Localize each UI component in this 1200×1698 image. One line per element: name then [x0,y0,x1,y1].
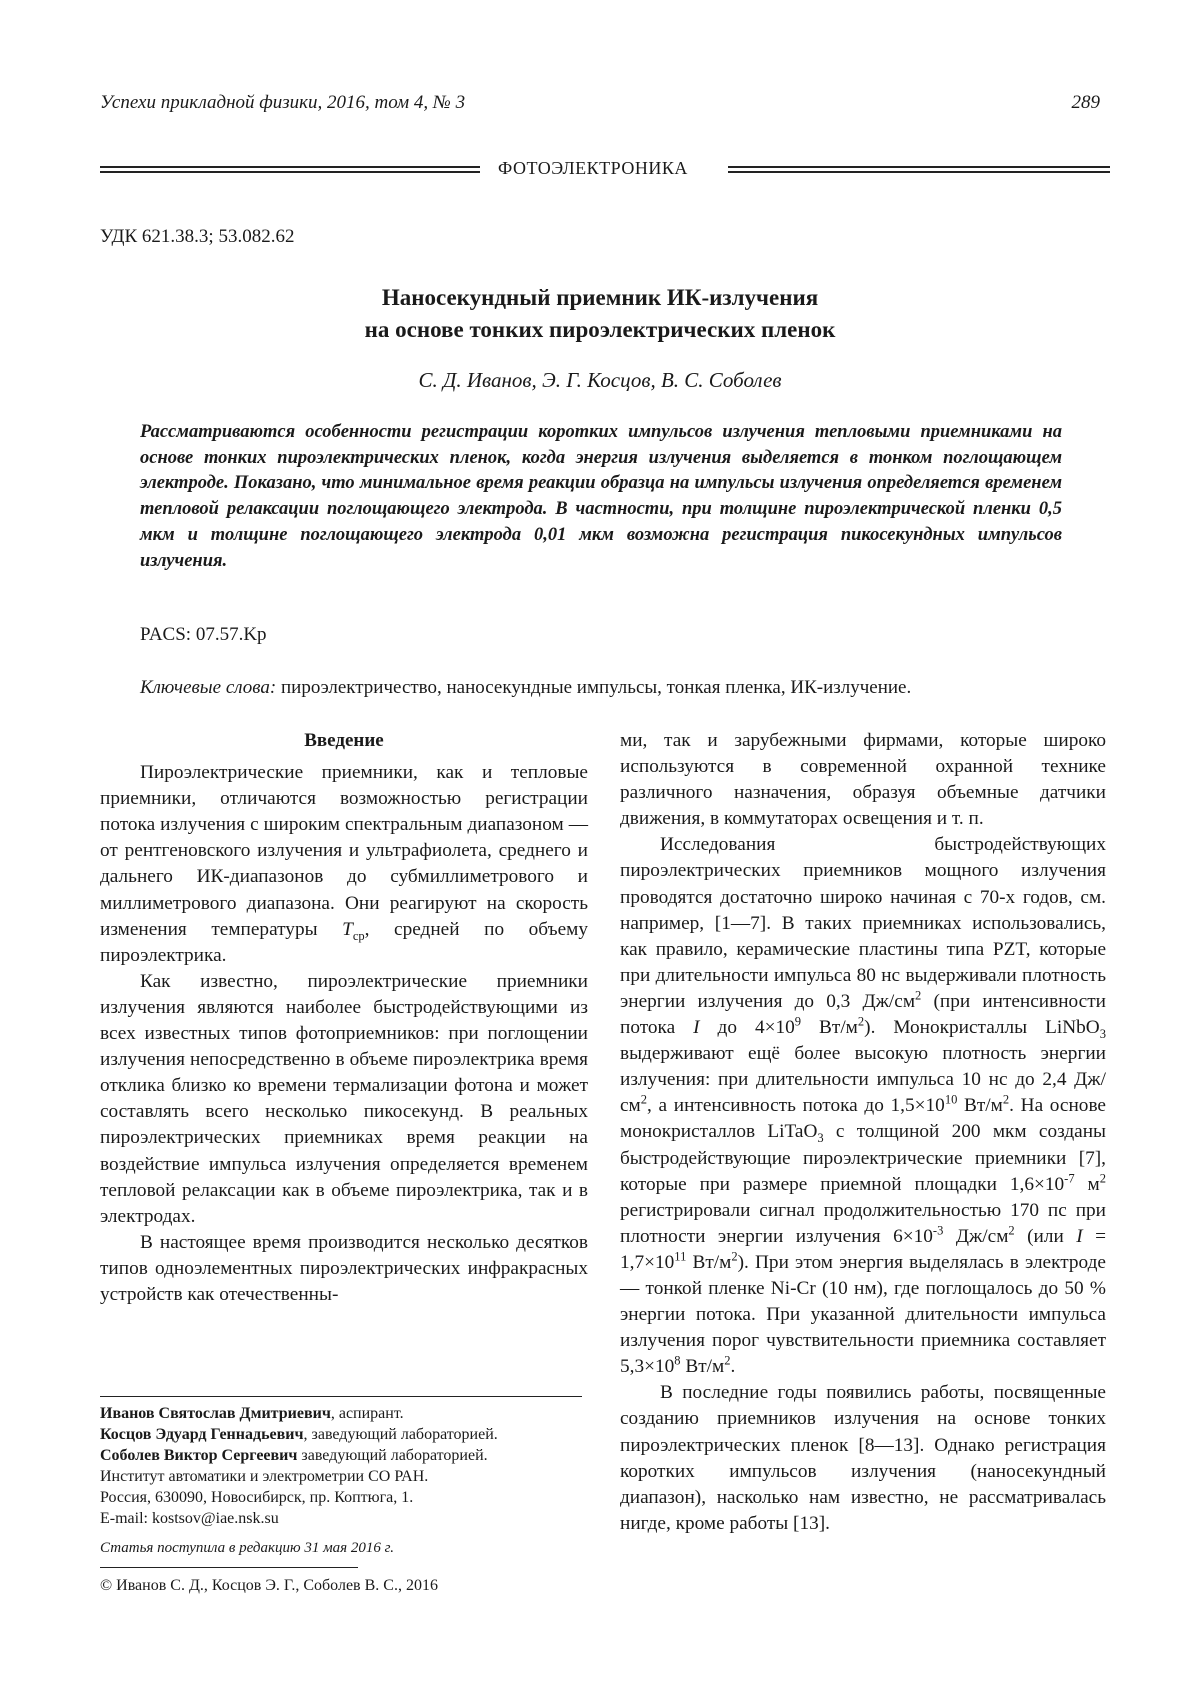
p2-sup: 2 [640,1092,648,1107]
p2-sup: 9 [794,1014,802,1029]
right-paragraph-2 [620,832,1106,1380]
footnote-email: E-mail: kostsov@iae.nsk.su [100,1510,279,1527]
p2-sup: 2 [857,1014,865,1029]
p2-text: Исследования быстродействующих пироэлектрических приемников мощного излучения проводятся достаточно широко начиная с 70-х годов, см. например, [1—7]. В таких приемниках использовались, как правило, керамические пластины типа PZT, которые при длительности импульса 80 нс выдерживали плотность энергии излучения до 0,3 Дж/см [620,834,1106,1012]
p2-sup: 2 [915,988,922,1003]
p2-text: = 1,7×10 [620,1225,1106,1273]
footnote-divider [100,1396,582,1397]
p2-text: м [1074,1173,1100,1195]
intro-p1-text-a: Пироэлектрические приемники, как и тепловые приемники, отличаются возможностью регистрации потока излучения с широким спектральным диапазоном — от рентгеновского излучения и ультрафиолета, среднего и дальнего ИК-диапазонов до субмиллиметрового и миллиметрового диапазона. Они реагируют на скорость изменения температуры [100,762,588,940]
section-heading-intro: Введение [304,730,384,751]
copyright-divider [100,1567,358,1568]
p2-text: с толщиной 200 мкм созданы быстродействующие пироэлектрические приемники [7], которые при размере приемной площадки 1,6×10 [620,1121,1106,1195]
p2-text: Вт/м [686,1251,732,1273]
right-paragraph-3: В последние годы появились работы, посвященные созданию приемников излучения на основе тонких пироэлектрических пленок [8—13]. Однако регистрация коротких импульсов излучения (наносекундный диапазон), насколько нам известно, не рассматривалась нигде, кроме работы [13]. [620,1382,1106,1534]
p2-sup: 2 [1002,1092,1010,1107]
p2-text: Вт/м [680,1356,725,1378]
authors: С. Д. Иванов, Э. Г. Косцов, В. С. Соболев [418,368,782,392]
author-role: , аспирант. [330,1405,404,1422]
footnote-institute: Институт автоматики и электрометрии СО РАН. [100,1468,429,1485]
author-name: Косцов Эдуард Геннадьевич [100,1426,304,1443]
p2-sup: 2 [731,1249,738,1264]
p2-text: Дж/см [943,1225,1009,1247]
copyright: © Иванов С. Д., Косцов Э. Г., Соболев В. С., 2016 [100,1577,438,1594]
left-column [100,728,588,1308]
p2-text: ). Монокристаллы LiNbO [864,1017,1100,1039]
received-date: Статья поступила в редакцию 31 мая 2016 г. [100,1540,395,1556]
author-footnotes [100,1403,590,1529]
section-rule-right [728,166,1110,173]
keywords-text: пироэлектричество, наносекундные импульсы, тонкая пленка, ИК-излучение. [276,677,912,698]
pacs-code: PACS: 07.57.Kp [140,624,267,645]
p2-text: . [730,1356,736,1378]
p2-text: , а интенсивность потока до 1,5×10 [647,1095,945,1117]
abstract: Рассматриваются особенности регистрации коротких импульсов излучения тепловыми приемниками на основе тонких пироэлектрических пленок, когда энергия излучения выделяется в тонком поглощающем электроде. Показано, что минимальное время реакции образца на импульсы излучения определяется временем тепловой релаксации поглощающего электрода. В частности, при толщине пироэлектрической пленки 0,5 мкм и толщине поглощающего электрода 0,01 мкм возможна регистрация пикосекундных импульсов излучения. [140,422,1062,571]
keywords-label: Ключевые слова: [140,677,277,698]
page-number: 289 [1071,92,1100,113]
p2-sub: 3 [817,1131,824,1146]
p2-text: (при интенсивности потока [620,990,1106,1039]
intro-paragraph-2: Как известно, пироэлектрические приемники излучения являются наиболее быстродействующими из всех известных типов фотоприемников: при поглощении излучения непосредственно в объеме пироэлектрика время отклика близко ко времени термализации фотона и может составлять всего несколько пикосекунд. В реальных пироэлектрических приемниках время реакции на воздействие импульса излучения определяется временем тепловой релаксации как в объеме пироэлектрика, так и в электродах. [100,970,588,1227]
p2-text: . На основе монокристаллов LiTaO [620,1095,1106,1143]
intro-p1-text-b: , средней по объему пироэлектрика. [100,918,588,966]
p2-text: Вт/м [957,1095,1003,1117]
p2-text: (или [1014,1225,1077,1247]
p2-sup: 2 [1099,1171,1106,1186]
var-i: I [1076,1225,1083,1247]
intro-paragraph-1 [100,760,588,969]
title-line-1: Наносекундный приемник ИК-излучения [381,285,819,310]
section-rule-left [100,166,480,173]
intro-paragraph-3: В настоящее время производится несколько десятков типов одноэлементных пироэлектрических инфракрасных устройств как отечественны- [100,1231,588,1305]
article-title [0,282,1200,346]
author-name: Соболев Виктор Сергеевич [100,1447,298,1464]
footnote-author-1 [100,1403,590,1424]
subscript-sr: ср [352,928,365,943]
p2-sup: -7 [1064,1171,1075,1186]
section-label: ФОТОЭЛЕКТРОНИКА [498,158,688,178]
p2-text: Вт/м [801,1017,858,1039]
p2-sup: 2 [724,1353,731,1368]
p2-sup: 11 [674,1249,687,1264]
var-i: I [693,1017,700,1039]
footnote-author-3 [100,1445,590,1466]
p2-text: регистрировали сигнал продолжительностью 170 пс при плотности энергии излучения 6×10 [620,1199,1106,1247]
p2-text: до 4×10 [699,1017,795,1039]
title-line-2: на основе тонких пироэлектрических пленок [364,317,836,342]
journal-citation: Успехи прикладной физики, 2016, том 4, № 3 [100,92,466,113]
right-paragraph-1: ми, так и зарубежными фирмами, которые широко используются в современной охранной технике различного назначения, образуя объемные датчики движения, в коммутаторах освещения и т. п. [620,730,1106,830]
p2-sup: 10 [944,1092,958,1107]
p2-sub: 3 [1099,1026,1106,1041]
var-t: T [342,918,353,940]
p2-sup: 8 [674,1353,681,1368]
p2-text: выдерживают ещё более высокую плотность энергии излучения: при длительности импульса 10 нс до 2,4 Дж/см [620,1043,1106,1117]
footnote-address: Россия, 630090, Новосибирск, пр. Коптюга, 1. [100,1489,414,1506]
udc-code: УДК 621.38.3; 53.082.62 [100,226,295,247]
author-name: Иванов Святослав Дмитриевич [100,1405,331,1422]
footnote-author-2 [100,1424,590,1445]
author-role: , заведующий лабораторией. [303,1426,498,1443]
p2-sup: 2 [1008,1223,1015,1238]
author-role: заведующий лабораторией. [297,1447,488,1464]
p2-sup: -3 [932,1223,944,1238]
keywords [140,677,911,699]
right-column [620,728,1106,1537]
p2-text: ). При этом энергия выделялась в электроде — тонкой пленке Ni-Cr (10 нм), где поглощалось до 50 % энергии потока. При указанной длительности импульса излучения порог чувствительности приемника составляет 5,3×10 [620,1251,1106,1378]
